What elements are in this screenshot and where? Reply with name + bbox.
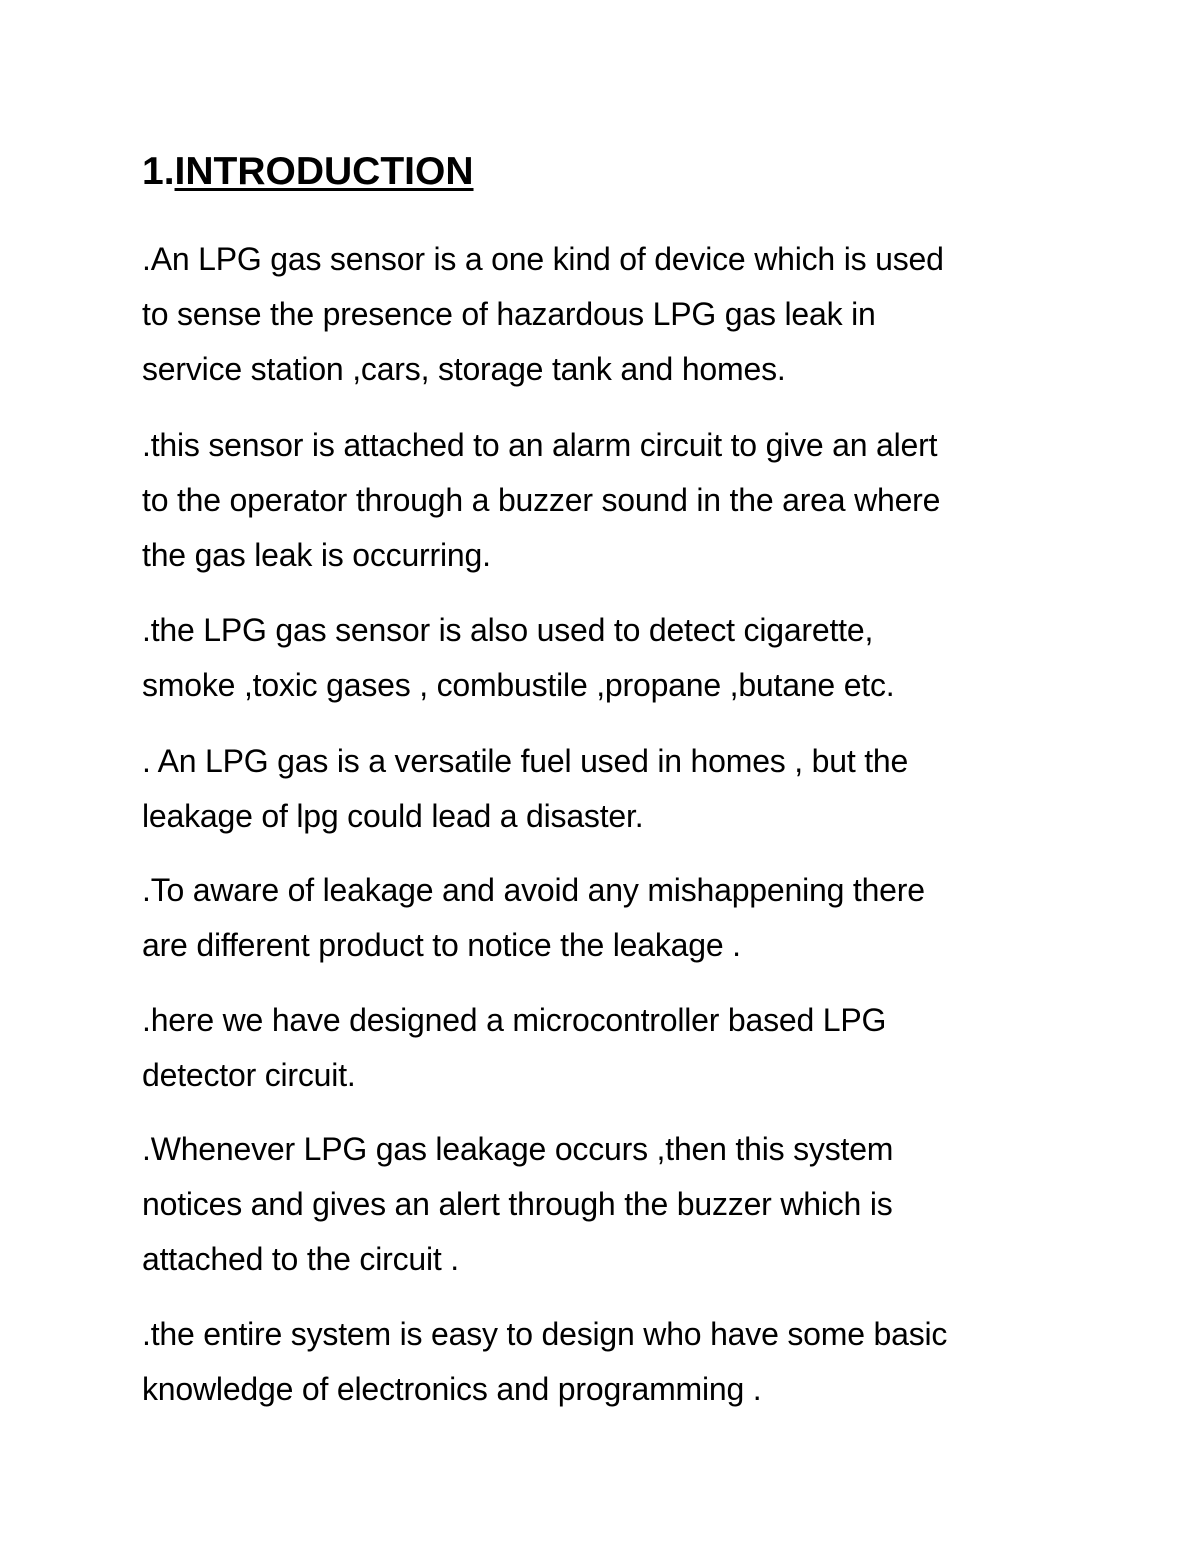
- paragraph-line: the gas leak is occurring.: [142, 537, 491, 573]
- section-title: INTRODUCTION: [174, 150, 474, 193]
- paragraph-line: . An LPG gas is a versatile fuel used in homes , but the: [142, 743, 909, 779]
- paragraph-line: .this sensor is attached to an alarm circuit to give an alert: [142, 427, 938, 463]
- paragraph-line: to sense the presence of hazardous LPG gas leak in: [142, 296, 876, 332]
- section-heading: [142, 148, 474, 196]
- paragraph-8: [142, 1307, 1077, 1417]
- paragraph-line: to the operator through a buzzer sound in the area where: [142, 482, 941, 518]
- paragraph-3: [142, 603, 1077, 713]
- paragraph-4: [142, 734, 1077, 844]
- paragraph-7: [142, 1122, 1077, 1287]
- paragraph-line: leakage of lpg could lead a disaster.: [142, 798, 644, 834]
- paragraph-1: [142, 232, 1077, 397]
- paragraph-6: [142, 993, 1077, 1103]
- paragraph-line: detector circuit.: [142, 1057, 356, 1093]
- paragraph-line: notices and gives an alert through the buzzer which is: [142, 1186, 893, 1222]
- paragraph-5: [142, 863, 1077, 973]
- paragraph-line: .To aware of leakage and avoid any mishappening there: [142, 872, 925, 908]
- paragraph-line: are different product to notice the leakage .: [142, 927, 741, 963]
- paragraph-line: .the entire system is easy to design who have some basic: [142, 1316, 948, 1352]
- paragraph-line: attached to the circuit .: [142, 1241, 459, 1277]
- section-number: 1.: [142, 150, 175, 193]
- paragraph-line: smoke ,toxic gases , combustile ,propane ,butane etc.: [142, 667, 895, 703]
- paragraph-line: .the LPG gas sensor is also used to detect cigarette,: [142, 612, 874, 648]
- paragraph-line: knowledge of electronics and programming .: [142, 1371, 762, 1407]
- paragraph-line: service station ,cars, storage tank and homes.: [142, 351, 786, 387]
- paragraph-2: [142, 418, 1077, 583]
- paragraph-line: .here we have designed a microcontroller based LPG: [142, 1002, 887, 1038]
- paragraph-line: .Whenever LPG gas leakage occurs ,then this system: [142, 1131, 894, 1167]
- paragraph-line: .An LPG gas sensor is a one kind of device which is used: [142, 241, 944, 277]
